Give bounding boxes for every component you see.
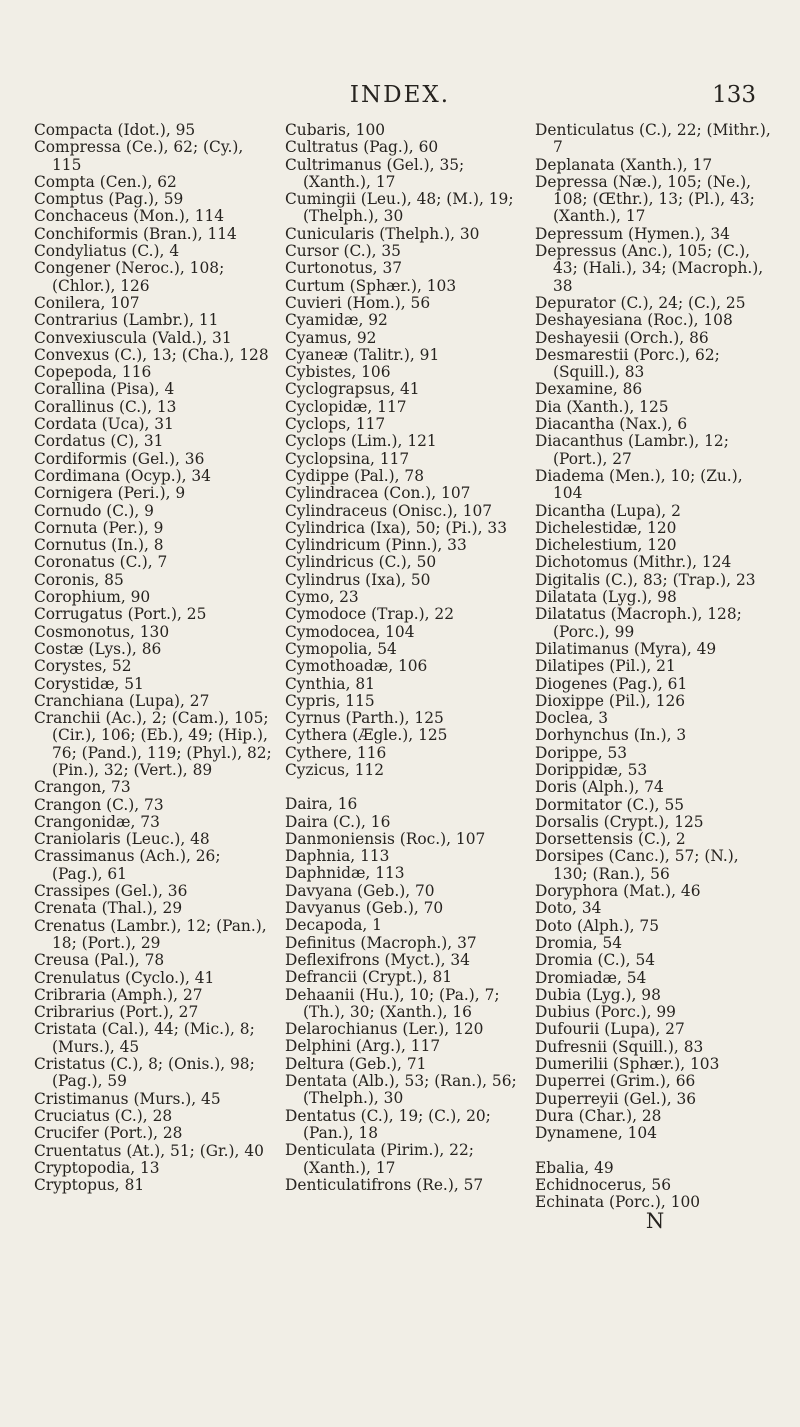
index-entry: Cultrimanus (Gel.), 35; (Xanth.), 17 bbox=[285, 155, 465, 191]
index-entry: Creusa (Pal.), 78 bbox=[34, 951, 165, 970]
index-entry: Crenulatus (Cyclo.), 41 bbox=[34, 968, 215, 987]
index-entry: Crangon (C.), 73 bbox=[34, 795, 164, 814]
index-entry: Dentata (Alb.), 53; (Ran.), 56; (Thelph.), 30 bbox=[285, 1072, 517, 1108]
index-entry: Cruentatus (At.), 51; (Gr.), 40 bbox=[34, 1141, 264, 1160]
index-entry: Echidnocerus, 56 bbox=[535, 1175, 671, 1194]
index-entry: Cydippe (Pal.), 78 bbox=[285, 466, 424, 485]
index-entry: Cunicularis (Thelph.), 30 bbox=[285, 224, 480, 243]
index-entry: Deplanata (Xanth.), 17 bbox=[535, 155, 713, 174]
index-entry: Coronatus (C.), 7 bbox=[34, 553, 168, 572]
index-entry: Digitalis (C.), 83; (Trap.), 23 bbox=[535, 570, 756, 589]
index-entry: Cyamidæ, 92 bbox=[285, 311, 388, 330]
index-entry: Dura (Char.), 28 bbox=[535, 1106, 662, 1125]
index-entry: Cranchiana (Lupa), 27 bbox=[34, 691, 210, 710]
index-entry: Cumingii (Leu.), 48; (M.), 19; (Thelph.), 30 bbox=[285, 190, 514, 226]
index-entry: Compressa (Ce.), 62; (Cy.), 115 bbox=[34, 138, 244, 174]
index-entry: Cornudo (C.), 9 bbox=[34, 501, 154, 520]
index-entry: Ebalia, 49 bbox=[535, 1158, 614, 1177]
index-entry: Corystidæ, 51 bbox=[34, 674, 144, 693]
index-entry: Cyclopsina, 117 bbox=[285, 449, 410, 468]
index-entry: Diogenes (Pag.), 61 bbox=[535, 674, 688, 693]
index-entry: Cyamus, 92 bbox=[285, 328, 377, 347]
index-entry: Cyaneæ (Talitr.), 91 bbox=[285, 345, 440, 364]
index-entry: Cursor (C.), 35 bbox=[285, 242, 401, 261]
index-entry: Compta (Cen.), 62 bbox=[34, 172, 177, 191]
index-entry: Dorsettensis (C.), 2 bbox=[535, 830, 686, 849]
index-entry: Duperrei (Grim.), 66 bbox=[535, 1072, 696, 1091]
index-entry: Cranchii (Ac.), 2; (Cam.), 105; (Cir.), 106; (Eb.), 49; (Hip.), 76; (Pand.), 119; (Phyl.), 82; (Pin.), 32; (Vert.), 89 bbox=[34, 709, 272, 779]
index-entry: Corrugatus (Port.), 25 bbox=[34, 605, 207, 624]
index-entry: Crangon, 73 bbox=[34, 778, 131, 797]
index-column-2 bbox=[285, 122, 521, 1194]
index-entry: Dia (Xanth.), 125 bbox=[535, 397, 669, 416]
index-entry: Dorsalis (Crypt.), 125 bbox=[535, 812, 704, 831]
index-entry: Cryptopus, 81 bbox=[34, 1176, 145, 1195]
running-head bbox=[0, 82, 800, 116]
index-entry: Dichelestium, 120 bbox=[535, 536, 677, 555]
index-entry: Depressus (Anc.), 105; (C.), 43; (Hali.), 34; (Macroph.), 38 bbox=[535, 242, 764, 295]
index-entry: Dichelestidæ, 120 bbox=[535, 518, 677, 537]
index-entry: Deltura (Geb.), 71 bbox=[285, 1054, 427, 1073]
index-entry: Cristatus (C.), 8; (Onis.), 98; (Pag.), 59 bbox=[34, 1055, 255, 1091]
index-entry: Deshayesii (Orch.), 86 bbox=[535, 328, 709, 347]
page-title: INDEX. bbox=[349, 82, 451, 108]
index-entry: Cyclopidæ, 117 bbox=[285, 397, 407, 416]
index-entry: Crenatus (Lambr.), 12; (Pan.), 18; (Port.), 29 bbox=[34, 916, 267, 952]
index-entry: Cymo, 23 bbox=[285, 588, 359, 607]
index-entry: Dromia, 54 bbox=[535, 933, 623, 952]
index-entry: Daphnia, 113 bbox=[285, 847, 390, 866]
index-entry: Cuvieri (Hom.), 56 bbox=[285, 293, 431, 312]
index-entry: Conchiformis (Bran.), 114 bbox=[34, 224, 237, 243]
index-entry: Denticulatifrons (Re.), 57 bbox=[285, 1175, 484, 1194]
index-entry: Diacanthus (Lambr.), 12; (Port.), 27 bbox=[535, 432, 729, 468]
section-gap bbox=[535, 1143, 775, 1160]
index-entry: Costæ (Lys.), 86 bbox=[34, 639, 162, 658]
signature-mark: N bbox=[645, 1209, 665, 1234]
section-gap bbox=[285, 779, 521, 796]
index-entry: Daphnidæ, 113 bbox=[285, 864, 405, 883]
index-entry: Curtonotus, 37 bbox=[285, 259, 403, 278]
index-entry: Cylindricum (Pinn.), 33 bbox=[285, 536, 467, 555]
index-entry: Cryptopodia, 13 bbox=[34, 1158, 160, 1177]
index-entry: Corallinus (C.), 13 bbox=[34, 397, 177, 416]
index-entry: Cylindracea (Con.), 107 bbox=[285, 484, 471, 503]
index-entry: Deshayesiana (Roc.), 108 bbox=[535, 311, 733, 330]
index-entry: Daira (C.), 16 bbox=[285, 812, 391, 831]
index-entry: Dorhynchus (In.), 3 bbox=[535, 726, 687, 745]
index-entry: Conchaceus (Mon.), 114 bbox=[34, 207, 225, 226]
index-entry: Cornuta (Per.), 9 bbox=[34, 518, 164, 537]
index-entry: Curtum (Sphær.), 103 bbox=[285, 276, 457, 295]
index-entry: Dubia (Lyg.), 98 bbox=[535, 985, 661, 1004]
index-entry: Corallina (Pisa), 4 bbox=[34, 380, 175, 399]
index-entry: Danmoniensis (Roc.), 107 bbox=[285, 829, 486, 848]
index-entry: Cyzicus, 112 bbox=[285, 760, 385, 779]
index-entry: Depressa (Næ.), 105; (Ne.), 108; (Œthr.), 13; (Pl.), 43; (Xanth.), 17 bbox=[535, 172, 755, 226]
index-entry: Delarochianus (Ler.), 120 bbox=[285, 1020, 484, 1039]
index-entry: Dorippe, 53 bbox=[535, 743, 628, 762]
index-entry: Doris (Alph.), 74 bbox=[535, 778, 664, 797]
index-entry: Davyana (Geb.), 70 bbox=[285, 881, 435, 900]
index-entry: Cyrnus (Parth.), 125 bbox=[285, 709, 444, 728]
index-entry: Condyliatus (C.), 4 bbox=[34, 242, 180, 261]
index-entry: Defrancii (Crypt.), 81 bbox=[285, 968, 453, 987]
index-entry: Crangonidæ, 73 bbox=[34, 812, 160, 831]
index-entry: Cymopolia, 54 bbox=[285, 639, 397, 658]
index-entry: Dilatata (Lyg.), 98 bbox=[535, 588, 677, 607]
index-entry: Cyclops (Lim.), 121 bbox=[285, 432, 437, 451]
index-entry: Craniolaris (Leuc.), 48 bbox=[34, 830, 210, 849]
index-entry: Cymothoadæ, 106 bbox=[285, 657, 428, 676]
index-column-1 bbox=[34, 122, 274, 1194]
index-entry: Dromia (C.), 54 bbox=[535, 951, 656, 970]
index-entry: Daira, 16 bbox=[285, 795, 358, 814]
index-entry: Cribraria (Amph.), 27 bbox=[34, 985, 203, 1004]
index-entry: Cordatus (C), 31 bbox=[34, 432, 164, 451]
index-entry: Cruciatus (C.), 28 bbox=[34, 1106, 173, 1125]
index-entry: Dynamene, 104 bbox=[535, 1124, 658, 1143]
index-entry: Decapoda, 1 bbox=[285, 916, 382, 935]
index-entry: Deflexifrons (Myct.), 34 bbox=[285, 950, 470, 969]
index-entry: Dormitator (C.), 55 bbox=[535, 795, 685, 814]
index-entry: Cornutus (In.), 8 bbox=[34, 536, 164, 555]
index-entry: Compacta (Idot.), 95 bbox=[34, 121, 196, 139]
index-entry: Dromiadæ, 54 bbox=[535, 968, 647, 987]
index-entry: Dufourii (Lupa), 27 bbox=[535, 1020, 685, 1039]
index-entry: Duperreyii (Gel.), 36 bbox=[535, 1089, 697, 1108]
index-entry: Convexus (C.), 13; (Cha.), 128 bbox=[34, 345, 269, 364]
index-entry: Dicantha (Lupa), 2 bbox=[535, 501, 681, 520]
index-entry: Cordimana (Ocyp.), 34 bbox=[34, 466, 211, 485]
index-entry: Coronis, 85 bbox=[34, 570, 124, 589]
index-entry: Dufresnii (Squill.), 83 bbox=[535, 1037, 704, 1056]
index-entry: Dorsipes (Canc.), 57; (N.), 130; (Ran.), 56 bbox=[535, 847, 739, 883]
index-entry: Dorippidæ, 53 bbox=[535, 760, 648, 779]
index-entry: Depurator (C.), 24; (C.), 25 bbox=[535, 293, 746, 312]
index-entry: Cosmonotus, 130 bbox=[34, 622, 170, 641]
index-entry: Comptus (Pag.), 59 bbox=[34, 190, 184, 209]
index-entry: Crassimanus (Ach.), 26; (Pag.), 61 bbox=[34, 847, 221, 883]
index-entry: Diadema (Men.), 10; (Zu.), 104 bbox=[535, 466, 743, 503]
index-entry: Cristimanus (Murs.), 45 bbox=[34, 1089, 221, 1108]
index-entry: Cordiformis (Gel.), 36 bbox=[34, 449, 205, 468]
index-entry: Dilatimanus (Myra), 49 bbox=[535, 639, 717, 658]
index-entry: Crassipes (Gel.), 36 bbox=[34, 882, 188, 901]
index-entry: Cythera (Ægle.), 125 bbox=[285, 726, 448, 745]
index-entry: Corystes, 52 bbox=[34, 657, 132, 676]
index-entry: Cyclograpsus, 41 bbox=[285, 380, 420, 399]
index-entry: Dubius (Porc.), 99 bbox=[535, 1003, 676, 1022]
index-entry: Dehaanii (Hu.), 10; (Pa.), 7; (Th.), 30; (Xanth.), 16 bbox=[285, 985, 500, 1021]
index-entry: Dilatipes (Pil.), 21 bbox=[535, 657, 676, 676]
index-entry: Cribrarius (Port.), 27 bbox=[34, 1003, 199, 1022]
index-entry: Cylindraceus (Onisc.), 107 bbox=[285, 501, 493, 520]
index-entry: Doto (Alph.), 75 bbox=[535, 916, 660, 935]
index-entry: Cornigera (Peri.), 9 bbox=[34, 484, 186, 503]
index-entry: Cordata (Uca), 31 bbox=[34, 415, 174, 434]
index-entry: Congener (Neroc.), 108; (Chlor.), 126 bbox=[34, 259, 225, 295]
index-entry: Cubaris, 100 bbox=[285, 121, 386, 139]
index-entry: Contrarius (Lambr.), 11 bbox=[34, 311, 219, 330]
index-entry: Doryphora (Mat.), 46 bbox=[535, 882, 701, 901]
index-entry: Doclea, 3 bbox=[535, 709, 609, 728]
index-entry: Corophium, 90 bbox=[34, 588, 151, 607]
index-entry: Crenata (Thal.), 29 bbox=[34, 899, 183, 918]
index-entry: Crucifer (Port.), 28 bbox=[34, 1124, 183, 1143]
index-entry: Cylindrica (Ixa), 50; (Pi.), 33 bbox=[285, 518, 507, 537]
index-entry: Cyclops, 117 bbox=[285, 415, 386, 434]
index-entry: Cymodocea, 104 bbox=[285, 622, 415, 641]
index-entry: Dichotomus (Mithr.), 124 bbox=[535, 553, 732, 572]
index-entry: Dexamine, 86 bbox=[535, 380, 643, 399]
index-entry: Cybistes, 106 bbox=[285, 363, 391, 382]
index-entry: Delphini (Arg.), 117 bbox=[285, 1037, 441, 1056]
index-entry: Cymodoce (Trap.), 22 bbox=[285, 605, 454, 624]
index-entry: Copepoda, 116 bbox=[34, 363, 152, 382]
index-entry: Doto, 34 bbox=[535, 899, 602, 918]
index-entry: Dilatatus (Macroph.), 128; (Porc.), 99 bbox=[535, 605, 742, 641]
index-entry: Cynthia, 81 bbox=[285, 674, 375, 693]
index-entry: Cultratus (Pag.), 60 bbox=[285, 138, 439, 157]
index-entry: Diacantha (Nax.), 6 bbox=[535, 415, 688, 434]
index-entry: Definitus (Macroph.), 37 bbox=[285, 933, 477, 952]
index-entry: Cylindricus (C.), 50 bbox=[285, 553, 437, 572]
index-entry: Denticulata (Pirim.), 22; (Xanth.), 17 bbox=[285, 1141, 474, 1177]
page-number: 133 bbox=[712, 82, 756, 108]
index-entry: Dumerilii (Sphær.), 103 bbox=[535, 1055, 720, 1074]
index-entry: Echinata (Porc.), 100 bbox=[535, 1193, 701, 1212]
index-entry: Cythere, 116 bbox=[285, 743, 387, 762]
index-entry: Dentatus (C.), 19; (C.), 20; (Pan.), 18 bbox=[285, 1106, 491, 1142]
index-column-3 bbox=[535, 121, 775, 1234]
index-entry: Convexiuscula (Vald.), 31 bbox=[34, 328, 232, 347]
index-entry: Cristata (Cal.), 44; (Mic.), 8; (Murs.), 45 bbox=[34, 1020, 255, 1056]
index-entry: Desmarestii (Porc.), 62; (Squill.), 83 bbox=[535, 345, 720, 382]
index-entry: Conilera, 107 bbox=[34, 293, 140, 312]
index-entry: Depressum (Hymen.), 34 bbox=[535, 224, 730, 243]
index-entry: Dioxippe (Pil.), 126 bbox=[535, 691, 686, 710]
index-entry: Davyanus (Geb.), 70 bbox=[285, 899, 444, 918]
index-entry: Denticulatus (C.), 22; (Mithr.), 7 bbox=[535, 121, 771, 157]
index-entry: Cypris, 115 bbox=[285, 691, 375, 710]
index-entry: Cylindrus (Ixa), 50 bbox=[285, 570, 431, 589]
